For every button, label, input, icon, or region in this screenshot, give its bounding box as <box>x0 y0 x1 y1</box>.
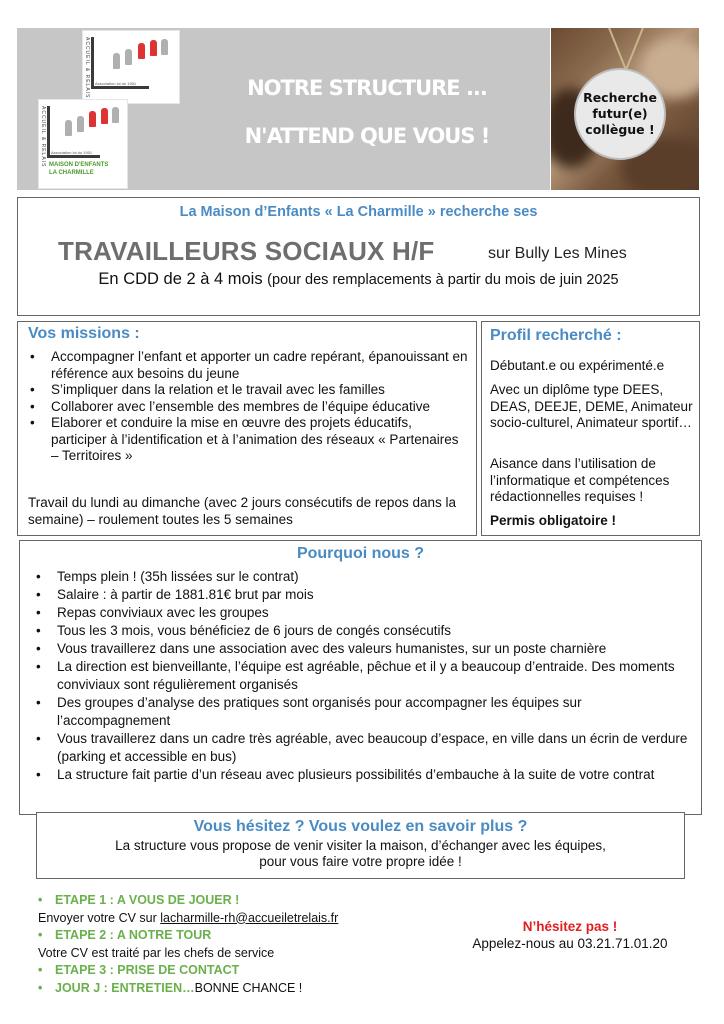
logo-vertical-text: ACCUEIL & RELAIS <box>40 106 46 168</box>
list-item: • La structure fait partie d’un réseau avec plusieurs possibilités d’embauche à la suite de votre contrat <box>24 766 696 784</box>
list-item: • Des groupes d’analyse des pratiques sont organisés pour accompagner les équipes sur l’accompagnement <box>24 694 696 730</box>
profile-title: Profil recherché : <box>490 327 622 344</box>
headline-line1: NOTRE STRUCTURE ... <box>247 76 487 100</box>
step-4 <box>38 980 438 998</box>
step-4-tail: BONNE CHANCE ! <box>194 980 303 995</box>
profile-level: Débutant.e ou expérimenté.e <box>490 358 665 373</box>
missions-list <box>18 349 468 465</box>
job-location: sur Bully Les Mines <box>488 245 627 262</box>
logo-assoc-text: Association loi du 1901 <box>51 150 93 155</box>
la-charmille-logo <box>38 99 128 189</box>
accueil-relais-logo <box>82 30 180 104</box>
headline-line2: N'ATTEND QUE VOUS ! <box>244 124 490 148</box>
job-title: TRAVAILLEURS SOCIAUX H/F <box>58 236 435 266</box>
step-1-text <box>38 910 438 928</box>
step-4-label: JOUR J : ENTRETIEN… <box>55 980 195 995</box>
list-item: • Tous les 3 mois, vous bénéficiez de 6 jours de congés consécutifs <box>24 622 696 640</box>
logo-name-line2: LA CHARMILLE <box>49 170 94 176</box>
list-item: • S’impliquer dans la relation et le travail avec les familles <box>18 382 468 399</box>
step-2-text: Votre CV est traité par les chefs de service <box>38 945 275 960</box>
logo-name-line1: MAISON D'ENFANTS <box>49 162 109 168</box>
job-intro-box <box>17 197 700 316</box>
why-us-list <box>24 568 696 784</box>
more-info-title: Vous hésitez ? Vous voulez en savoir plus ? <box>193 818 528 835</box>
list-item: • Accompagner l’enfant et apporter un cadre repérant, épanouissant en référence aux besoins du jeune <box>18 349 468 382</box>
step-1: • ETAPE 1 : A VOUS DE JOUER ! <box>38 892 438 910</box>
profile-license: Permis obligatoire ! <box>490 513 617 528</box>
logo-assoc-text: Association loi du 1901 <box>95 81 137 86</box>
callout-title: N’hésitez pas ! <box>522 919 618 934</box>
more-info-line1: La structure vous propose de venir visiter la maison, d’échanger avec les équipes, <box>115 838 606 853</box>
more-info-line2: pour vous faire votre propre idée ! <box>259 854 462 869</box>
intro-line: La Maison d’Enfants « La Charmille » recherche ses <box>179 204 538 220</box>
list-item: • Vous travaillerez dans un cadre très agréable, avec beaucoup d’espace, en ville dans un écrin de verdure (parking et accessible en bus) <box>24 730 696 766</box>
list-item: • Repas conviviaux avec les groupes <box>24 604 696 622</box>
missions-box <box>17 321 477 536</box>
work-schedule-note: Travail du lundi au dimanche (avec 2 jours consécutifs de repos dans la semaine) – roulement toutes les 5 semaines <box>28 495 456 527</box>
callout-phone: Appelez-nous au 03.21.71.01.20 <box>472 936 668 951</box>
step-1-label: Envoyer votre CV sur <box>38 910 161 925</box>
contact-callout <box>445 918 695 952</box>
sign-line3: collègue ! <box>585 122 655 137</box>
step-3: • ETAPE 3 : PRISE DE CONTACT <box>38 962 438 980</box>
sign-line1: Recherche <box>583 90 657 105</box>
profile-diplomas: Avec un diplôme type DEES, DEAS, DEEJE, DEME, Animateur socio-culturel, Animateur sportif… <box>490 382 693 430</box>
list-item: • Elaborer et conduire la mise en œuvre des projets éducatifs, participer à l’identification et à l’animation des réseaux « Partenaires – Territoires » <box>18 415 468 465</box>
step-2: • ETAPE 2 : A NOTRE TOUR <box>38 927 438 945</box>
contract-detail: (pour des remplacements à partir du mois de juin 2025 <box>267 272 619 288</box>
list-item: • Temps plein ! (35h lissées sur le contrat) <box>24 568 696 586</box>
application-steps <box>38 892 438 997</box>
list-item: • Vous travaillerez dans une association avec des valeurs humanistes, sur un poste charnière <box>24 640 696 658</box>
why-us-title: Pourquoi nous ? <box>296 545 425 562</box>
list-item: • Salaire : à partir de 1881.81€ brut par mois <box>24 586 696 604</box>
contract-main: En CDD de 2 à 4 mois <box>98 270 263 288</box>
cafe-photo <box>551 28 699 190</box>
more-info-box <box>36 812 685 879</box>
list-item: • La direction est bienveillante, l’équipe est agréable, pêchue et il y a beaucoup d’entraide. Des moments conviviaux sont régulièrement organisés <box>24 658 696 694</box>
sign-line2: futur(e) <box>592 106 648 121</box>
profile-box <box>481 321 700 536</box>
why-us-box <box>19 540 702 815</box>
missions-title: Vos missions : <box>28 325 140 342</box>
hanging-sign <box>574 68 666 160</box>
banner-headline <box>217 64 517 160</box>
header-banner <box>17 28 550 190</box>
contract-line <box>18 270 699 289</box>
more-info-text <box>37 838 684 870</box>
list-item: • Collaborer avec l’ensemble des membres de l’équipe éducative <box>18 399 468 416</box>
profile-skills: Aisance dans l’utilisation de l’informatique et compétences rédactionnelles requises ! <box>490 456 670 504</box>
email-link[interactable]: lacharmille-rh@accueiletrelais.fr <box>160 910 339 925</box>
logo-vertical-text: ACCUEIL & RELAIS <box>84 37 90 99</box>
